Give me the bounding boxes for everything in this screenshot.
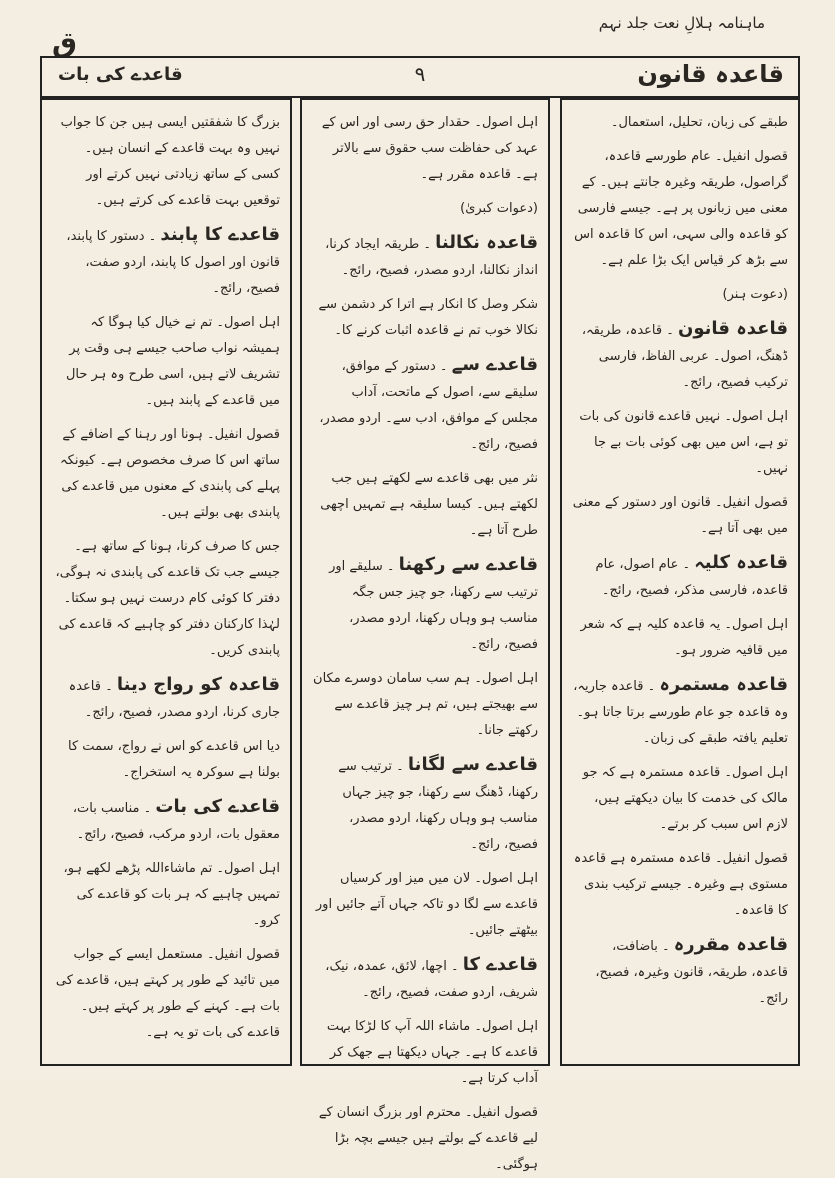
dictionary-entry — [312, 666, 538, 744]
dictionary-entry — [572, 490, 788, 542]
dictionary-entry: قاعدے کا ۔ اچھا، لائق، عمدہ، نیک، شریف، اردو صفت، فصیح، رائج۔ — [325, 954, 538, 1000]
dictionary-entry — [52, 942, 280, 1046]
entry-text: قصول انفیل۔ مستعمل ایسے کے جواب میں تائید کے طور پر کہتے ہیں، قاعدے کی بات ہے۔ کہنے کے طور پر کہتے ہیں۔ قاعدے کی بات تو یہ ہے۔ — [55, 947, 280, 1040]
dictionary-entry — [572, 282, 788, 308]
dictionary-entry: قاعدہ کو رواج دینا ۔ قاعدہ جاری کرنا، اردو مصدر، فصیح، رائج۔ — [68, 674, 280, 720]
entry-headword: قاعدے سے — [451, 354, 538, 375]
entry-text: قصول انفیل۔ قاعدہ مستمرہ ہے قاعدہ مستوی ہے وغیرہ۔ جیسے ترکیب بندی کا قاعدہ۔ — [573, 851, 788, 918]
dictionary-entry — [572, 404, 788, 482]
entry-headword: قاعدہ مقررہ — [673, 934, 788, 955]
entry-text: اہل اصول۔ ہم سب سامان دوسرے مکان سے بھیجتے ہیں، تم ہر چیز قاعدے سے رکھتے جانا۔ — [313, 671, 538, 738]
entry-text: سلیقے اور ترتیب سے رکھنا، جو چیز جس جگہ مناسب ہو وہاں رکھنا، اردو مصدر، فصیح، رائج۔ — [329, 559, 538, 652]
dictionary-entry: قاعدہ مقررہ ۔ باضافت، قاعدہ، طریقہ، قانون وغیرہ، فصیح، رائج۔ — [595, 934, 788, 1006]
text-column-middle — [300, 98, 550, 1172]
entry-text: طریقہ ایجاد کرنا، انداز نکالنا، اردو مصدر، فصیح، رائج۔ — [325, 237, 538, 278]
page-number: ۹ — [414, 62, 426, 86]
dictionary-entry: قاعدے سے رکھنا ۔ سلیقے اور ترتیب سے رکھنا، جو چیز جس جگہ مناسب ہو وہاں رکھنا، اردو مصدر، فصیح، رائج۔ — [329, 554, 538, 652]
dictionary-entry — [572, 612, 788, 664]
dictionary-entry: قاعدہ مستمرہ ۔ قاعدہ جاریہ، وہ قاعدہ جو عام طورسے برتا جاتا ہو۔ تعلیم یافتہ طبقے کی زبان۔ — [573, 674, 788, 746]
dictionary-entry — [52, 856, 280, 934]
entry-text: (دعوت ہنر) — [722, 287, 788, 302]
entry-text: باضافت، قاعدہ، طریقہ، قانون وغیرہ، فصیح، رائج۔ — [595, 939, 788, 1006]
section-title-left: قاعدے کی بات — [58, 64, 183, 85]
entry-text: دستور کے موافق، سلیقے سے، اصول کے ماتحت، آداب مجلس کے موافق، ادب سے۔ اردو مصدر، فصیح، رائج۔ — [319, 359, 538, 452]
dictionary-entry — [312, 292, 538, 344]
text-column-right — [560, 98, 800, 1066]
dictionary-entry — [572, 144, 788, 274]
dictionary-entry: قاعدے کی بات ۔ مناسب بات، معقول بات، اردو مرکب، فصیح، رائج۔ — [72, 796, 280, 842]
entry-headword: قاعدہ نکالنا — [435, 232, 538, 253]
entry-text: شکر وصل کا انکار ہے اترا کر دشمن سے نکالا خوب تم نے قاعدہ اثبات کرنے کا۔ — [318, 297, 538, 338]
entry-text: دیا اس قاعدے کو اس نے رواج، سمت کا بولنا ہے سوکرہ یہ استخراج۔ — [68, 739, 280, 780]
entry-text: قصول انفیل۔ محترم اور بزرگ انسان کے لیے قاعدے کے بولتے ہیں جیسے بچہ بڑا ہوگئی۔ — [318, 1105, 538, 1172]
entry-text: قاعدہ، طریقہ، ڈھنگ، اصول۔ عربی الفاظ، فارسی ترکیب فصیح، رائج۔ — [581, 323, 788, 390]
entry-text: ترتیب سے رکھنا، ڈھنگ سے رکھنا، جو چیز جہاں مناسب ہو وہاں رکھنا، اردو مصدر، فصیح، رائج۔ — [338, 759, 538, 852]
dictionary-entry: قاعدے سے ۔ دستور کے موافق، سلیقے سے، اصول کے ماتحت، آداب مجلس کے موافق، ادب سے۔ اردو مصدر، فصیح، رائج۔ — [319, 354, 538, 452]
entry-text: نثر میں بھی قاعدے سے لکھتے ہیں جب لکھتے ہیں۔ کیسا سلیقہ ہے تمہیں اچھی طرح آتا ہے۔ — [320, 471, 538, 538]
entry-text: قاعدہ جاریہ، وہ قاعدہ جو عام طورسے برتا جاتا ہو۔ تعلیم یافتہ طبقے کی زبان۔ — [573, 679, 788, 746]
dictionary-entry — [312, 110, 538, 188]
dictionary-entry: قاعدہ قانون ۔ قاعدہ، طریقہ، ڈھنگ، اصول۔ عربی الفاظ، فارسی ترکیب فصیح، رائج۔ — [581, 318, 788, 390]
running-head: ماہنامہ ہلالِ نعت جلد نہم — [598, 14, 765, 32]
dictionary-entry — [312, 466, 538, 544]
entry-headword: قاعدے سے رکھنا — [398, 554, 538, 575]
entry-text: اہل اصول۔ لان میں میز اور کرسیاں قاعدے سے لگا دو تاکہ جہاں آتے جائیں اور بیٹھتے جائیں۔ — [315, 871, 538, 938]
dictionary-entry: قاعدہ نکالنا ۔ طریقہ ایجاد کرنا، انداز نکالنا، اردو مصدر، فصیح، رائج۔ — [325, 232, 538, 278]
dictionary-entry — [312, 1014, 538, 1092]
entry-headword: قاعدے سے لگانا — [407, 754, 538, 775]
dictionary-entry — [52, 734, 280, 786]
entry-text: اہل اصول۔ نہیں قاعدے قانون کی بات تو ہے، اس میں بھی کوئی بات بے جا نہیں۔ — [579, 409, 788, 476]
entry-text: (دعوات کبریٰ) — [460, 201, 538, 216]
entry-text: عام اصول، عام قاعدہ، فارسی مذکر، فصیح، رائج۔ — [595, 557, 788, 598]
entry-text: قصول انفیل۔ ہونا اور رہنا کے اضافے کے ساتھ اس کا صرف مخصوص ہے۔ کیونکہ پہلے کی پابندی کے معنوں میں قاعدے کی پابندی بھی بولتے ہیں۔ — [60, 427, 280, 520]
entry-headword: قاعدے کا پابند — [160, 224, 280, 245]
entry-text: اہل اصول۔ ماشاء اللہ آپ کا لڑکا بہت قاعدے کا ہے۔ جہاں دیکھتا ہے جھک کر آداب کرتا ہے۔ — [326, 1019, 538, 1086]
corner-letter-mark: ق — [52, 26, 78, 59]
entry-text: اہل اصول۔ حقدار حق رسی اور اس کے عہد کی حفاظت سب حقوق سے بالاتر ہے۔ قاعدہ مقرر ہے۔ — [321, 115, 538, 182]
section-title-right: قاعدہ قانون — [637, 60, 784, 88]
dictionary-entry — [52, 422, 280, 526]
dictionary-entry — [52, 110, 280, 214]
dictionary-entry: قاعدے کا پابند ۔ دستور کا پابند، قانون اور اصول کا پابند، اردو صفت، فصیح، رائج۔ — [66, 224, 280, 296]
entry-text: قاعدہ جاری کرنا، اردو مصدر، فصیح، رائج۔ — [68, 679, 280, 720]
dictionary-entry — [312, 196, 538, 222]
dictionary-entry — [572, 760, 788, 838]
entry-text: اچھا، لائق، عمدہ، نیک، شریف، اردو صفت، فصیح، رائج۔ — [325, 959, 538, 1000]
dictionary-entry: قاعدے سے لگانا ۔ ترتیب سے رکھنا، ڈھنگ سے رکھنا، جو چیز جہاں مناسب ہو وہاں رکھنا، اردو مصدر، فصیح، رائج۔ — [338, 754, 538, 852]
entry-headword: قاعدہ قانون — [677, 318, 788, 339]
entry-text: اہل اصول۔ تم نے خیال کیا ہوگا کہ ہمیشہ نواب صاحب جیسے ہی وقت پر تشریف لاتے ہیں، اسی طرح وہ ہر حال میں قاعدے کے پابند ہیں۔ — [65, 315, 280, 408]
entry-headword: قاعدہ مستمرہ — [659, 674, 788, 695]
entry-text: اہل اصول۔ یہ قاعدہ کلیہ ہے کہ شعر میں قافیہ ضرور ہو۔ — [580, 617, 788, 658]
page-header-bar — [40, 56, 800, 98]
entry-headword: قاعدے کی بات — [155, 796, 280, 817]
entry-text: جس کا صرف کرنا، ہونا کے ساتھ ہے۔ جیسے جب تک قاعدے کی پابندی نہ ہوگی، دفتر کا کوئی کام درست نہیں ہو سکتا۔ لہٰذا کارکنان دفتر کو چاہیے کہ قاعدے کی پابندی کریں۔ — [55, 539, 280, 658]
entry-headword: قاعدہ کو رواج دینا — [116, 674, 280, 695]
dictionary-entry — [52, 534, 280, 664]
dictionary-entry — [52, 310, 280, 414]
entry-text: قصول انفیل۔ قانون اور دستور کے معنی میں بھی آتا ہے۔ — [572, 495, 788, 536]
entry-text: اہل اصول۔ قاعدہ مستمرہ ہے کہ جو مالک کی خدمت کا بیان دیکھتے ہیں، لازم اس سبب کر برتے۔ — [582, 765, 788, 832]
entry-text: مناسب بات، معقول بات، اردو مرکب، فصیح، رائج۔ — [72, 801, 280, 842]
entry-text: طبقے کی زبان، تحلیل، استعمال۔ — [610, 115, 788, 130]
entry-headword: قاعدے کا — [462, 954, 538, 975]
dictionary-entry: قاعدہ کلیہ ۔ عام اصول، عام قاعدہ، فارسی مذکر، فصیح، رائج۔ — [595, 552, 788, 598]
dictionary-entry — [572, 846, 788, 924]
text-column-left — [40, 98, 292, 1066]
dictionary-entry — [312, 866, 538, 944]
dictionary-entry — [312, 1100, 538, 1178]
entry-text: دستور کا پابند، قانون اور اصول کا پابند، اردو صفت، فصیح، رائج۔ — [66, 229, 280, 296]
entry-text: بزرگ کا شفقتیں ایسی ہیں جن کا جواب نہیں وہ بہت قاعدے کے انسان ہیں۔ کسی کے ساتھ زیادتی نہیں کرتے اور توقعیں بہت قاعدے کی کرتے ہیں۔ — [60, 115, 280, 208]
entry-text: قصول انفیل۔ عام طورسے قاعدہ، گراصول، طریقہ وغیرہ جانتے ہیں۔ کے معنی میں زبانوں پر ہے۔ جیسے فارسی کو قاعدہ والی سہی، اس کا قاعدہ اس سے بڑھ کر قیاس ایک بڑا علم ہے۔ — [574, 149, 788, 268]
dictionary-entry — [572, 110, 788, 136]
entry-headword: قاعدہ کلیہ — [694, 552, 788, 573]
entry-text: اہل اصول۔ تم ماشاءاللہ پڑھے لکھے ہو، تمہیں چاہیے کہ ہر بات کو قاعدے کی کرو۔ — [63, 861, 280, 928]
